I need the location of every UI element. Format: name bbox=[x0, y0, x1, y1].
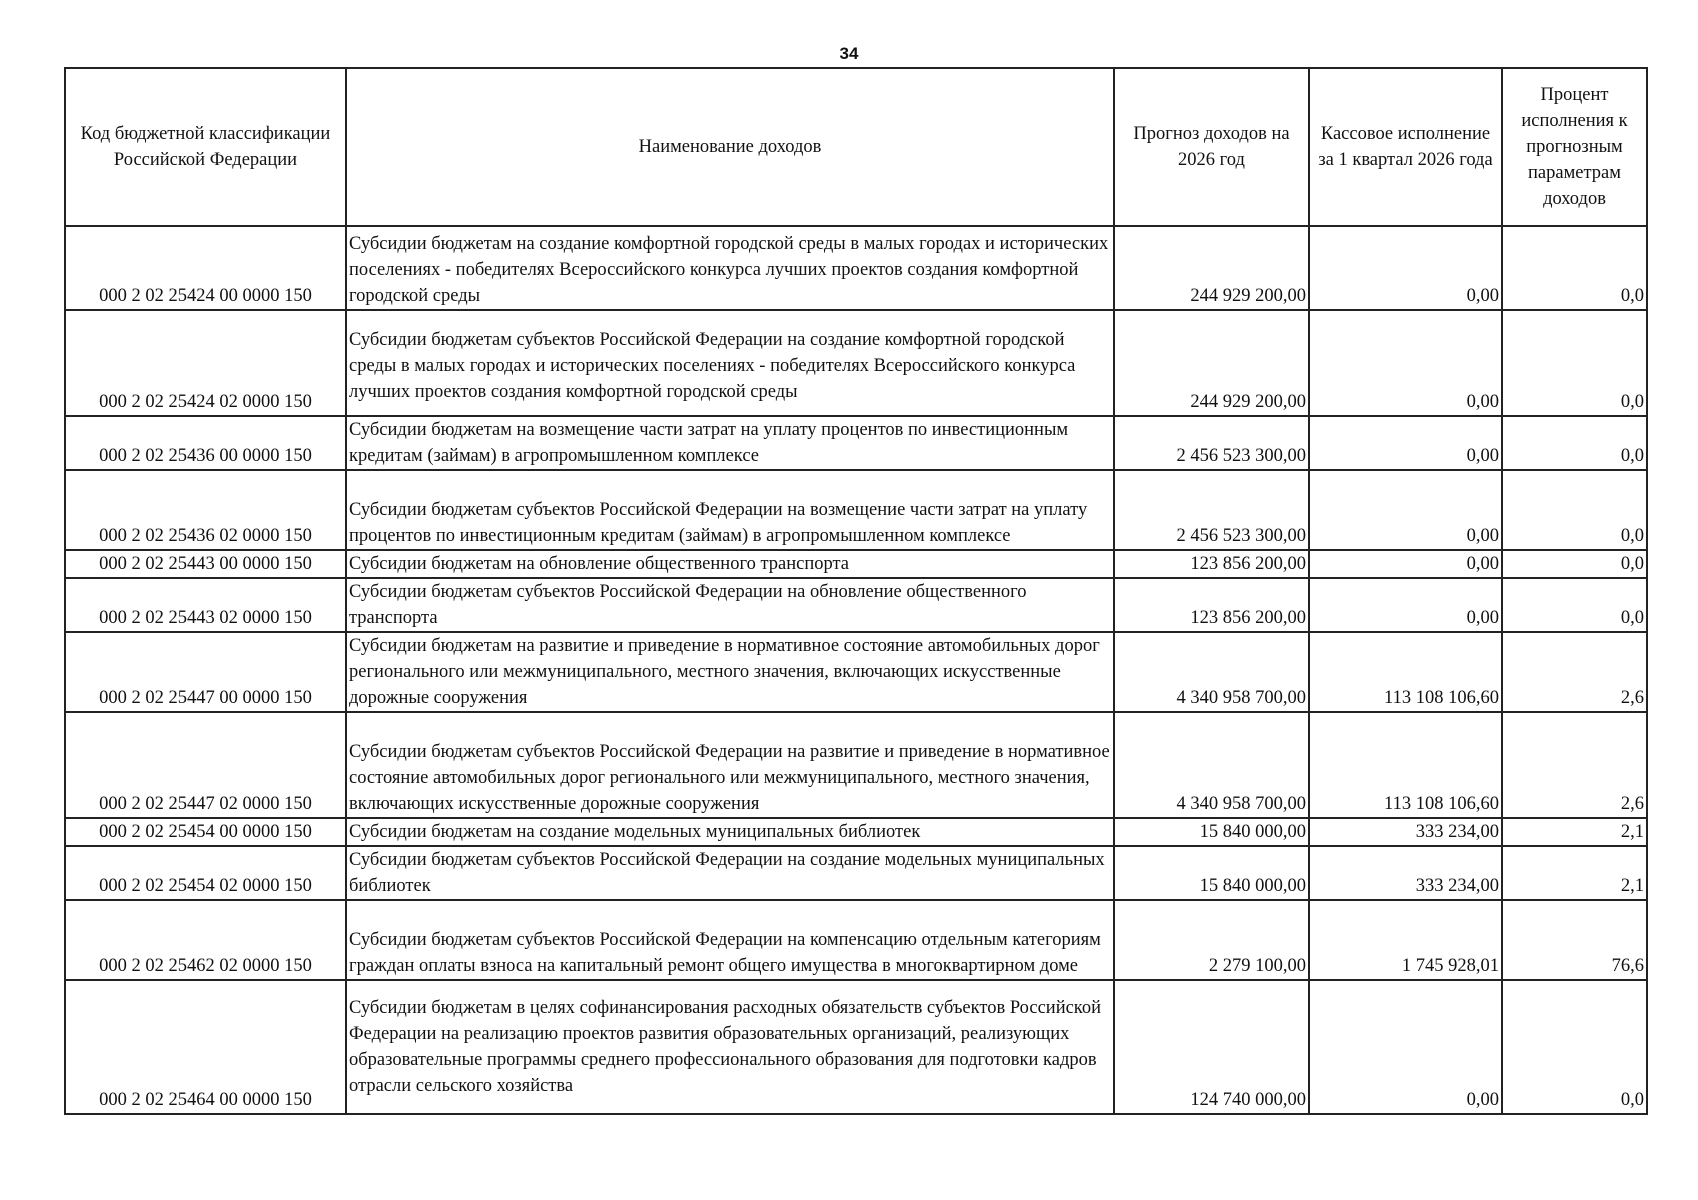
row-percent: 0,0 bbox=[1502, 226, 1647, 310]
row-name: Субсидии бюджетам в целях софинансирования расходных обязательств субъектов Российской Федерации на реализацию проектов развития образовательных организаций, реализующих образовательные программы среднего профессионального образования для подготовки кадров отрасли сельского хозяйства bbox=[346, 980, 1114, 1114]
row-fact: 1 745 928,01 bbox=[1309, 900, 1502, 980]
row-name: Субсидии бюджетам на обновление общественного транспорта bbox=[346, 550, 1114, 578]
row-plan: 2 456 523 300,00 bbox=[1114, 416, 1309, 470]
header-percent: Процент исполнения к прогнозным параметрам доходов bbox=[1502, 68, 1647, 226]
header-fact: Кассовое исполнение за 1 квартал 2026 года bbox=[1309, 68, 1502, 226]
row-fact: 0,00 bbox=[1309, 550, 1502, 578]
row-fact: 333 234,00 bbox=[1309, 818, 1502, 846]
row-percent: 0,0 bbox=[1502, 310, 1647, 416]
row-percent: 0,0 bbox=[1502, 980, 1647, 1114]
row-code: 000 2 02 25447 02 0000 150 bbox=[65, 712, 346, 818]
row-plan: 244 929 200,00 bbox=[1114, 310, 1309, 416]
header-code: Код бюджетной классификации Российской Федерации bbox=[65, 68, 346, 226]
row-fact: 0,00 bbox=[1309, 416, 1502, 470]
row-plan: 4 340 958 700,00 bbox=[1114, 712, 1309, 818]
row-name: Субсидии бюджетам субъектов Российской Федерации на развитие и приведение в нормативное состояние автомобильных дорог регионального или межмуниципального, местного значения, включающих искусственные дорожные сооружения bbox=[346, 712, 1114, 818]
table-row bbox=[65, 550, 1647, 578]
row-fact: 0,00 bbox=[1309, 980, 1502, 1114]
row-fact: 113 108 106,60 bbox=[1309, 712, 1502, 818]
row-percent: 76,6 bbox=[1502, 900, 1647, 980]
row-code: 000 2 02 25443 02 0000 150 bbox=[65, 578, 346, 632]
table-row bbox=[65, 310, 1647, 416]
table-row bbox=[65, 226, 1647, 310]
row-percent: 0,0 bbox=[1502, 416, 1647, 470]
row-name: Субсидии бюджетам субъектов Российской Федерации на компенсацию отдельным категориям граждан оплаты взноса на капитальный ремонт общего имущества в многоквартирном доме bbox=[346, 900, 1114, 980]
header-name: Наименование доходов bbox=[346, 68, 1114, 226]
row-plan: 123 856 200,00 bbox=[1114, 578, 1309, 632]
row-name: Субсидии бюджетам субъектов Российской Федерации на обновление общественного транспорта bbox=[346, 578, 1114, 632]
row-name: Субсидии бюджетам на создание модельных муниципальных библиотек bbox=[346, 818, 1114, 846]
table-row bbox=[65, 470, 1647, 550]
budget-income-table bbox=[64, 67, 1648, 1115]
page-number: 34 bbox=[839, 44, 859, 63]
row-fact: 113 108 106,60 bbox=[1309, 632, 1502, 712]
row-fact: 0,00 bbox=[1309, 470, 1502, 550]
table-row bbox=[65, 712, 1647, 818]
row-fact: 0,00 bbox=[1309, 310, 1502, 416]
row-name: Субсидии бюджетам на возмещение части затрат на уплату процентов по инвестиционным кредитам (займам) в агропромышленном комплексе bbox=[346, 416, 1114, 470]
row-code: 000 2 02 25424 02 0000 150 bbox=[65, 310, 346, 416]
table-row bbox=[65, 900, 1647, 980]
row-fact: 333 234,00 bbox=[1309, 846, 1502, 900]
table-row bbox=[65, 632, 1647, 712]
row-fact: 0,00 bbox=[1309, 226, 1502, 310]
row-percent: 0,0 bbox=[1502, 550, 1647, 578]
row-code: 000 2 02 25462 02 0000 150 bbox=[65, 900, 346, 980]
row-percent: 0,0 bbox=[1502, 470, 1647, 550]
row-plan: 15 840 000,00 bbox=[1114, 818, 1309, 846]
row-code: 000 2 02 25436 00 0000 150 bbox=[65, 416, 346, 470]
row-name: Субсидии бюджетам на создание комфортной городской среды в малых городах и исторических поселениях - победителях Всероссийского конкурса лучших проектов создания комфортной городской среды bbox=[346, 226, 1114, 310]
row-plan: 2 279 100,00 bbox=[1114, 900, 1309, 980]
row-name: Субсидии бюджетам субъектов Российской Федерации на создание комфортной городской среды в малых городах и исторических поселениях - победителях Всероссийского конкурса лучших проектов создания комфортной городской среды bbox=[346, 310, 1114, 416]
row-percent: 2,6 bbox=[1502, 632, 1647, 712]
row-plan: 2 456 523 300,00 bbox=[1114, 470, 1309, 550]
row-code: 000 2 02 25443 00 0000 150 bbox=[65, 550, 346, 578]
row-name: Субсидии бюджетам субъектов Российской Федерации на создание модельных муниципальных библиотек bbox=[346, 846, 1114, 900]
row-percent: 0,0 bbox=[1502, 578, 1647, 632]
row-code: 000 2 02 25464 00 0000 150 bbox=[65, 980, 346, 1114]
table-row bbox=[65, 818, 1647, 846]
row-name: Субсидии бюджетам субъектов Российской Федерации на возмещение части затрат на уплату процентов по инвестиционным кредитам (займам) в агропромышленном комплексе bbox=[346, 470, 1114, 550]
table-row bbox=[65, 980, 1647, 1114]
table-header-row bbox=[65, 68, 1647, 226]
row-percent: 2,1 bbox=[1502, 818, 1647, 846]
row-percent: 2,6 bbox=[1502, 712, 1647, 818]
row-fact: 0,00 bbox=[1309, 578, 1502, 632]
row-code: 000 2 02 25424 00 0000 150 bbox=[65, 226, 346, 310]
table-row bbox=[65, 416, 1647, 470]
row-code: 000 2 02 25454 00 0000 150 bbox=[65, 818, 346, 846]
row-code: 000 2 02 25447 00 0000 150 bbox=[65, 632, 346, 712]
table-row bbox=[65, 846, 1647, 900]
row-plan: 244 929 200,00 bbox=[1114, 226, 1309, 310]
row-name: Субсидии бюджетам на развитие и приведение в нормативное состояние автомобильных дорог регионального или межмуниципального, местного значения, включающих искусственные дорожные сооружения bbox=[346, 632, 1114, 712]
row-plan: 4 340 958 700,00 bbox=[1114, 632, 1309, 712]
row-plan: 15 840 000,00 bbox=[1114, 846, 1309, 900]
header-plan: Прогноз доходов на 2026 год bbox=[1114, 68, 1309, 226]
row-code: 000 2 02 25454 02 0000 150 bbox=[65, 846, 346, 900]
row-percent: 2,1 bbox=[1502, 846, 1647, 900]
row-plan: 124 740 000,00 bbox=[1114, 980, 1309, 1114]
table-row bbox=[65, 578, 1647, 632]
row-code: 000 2 02 25436 02 0000 150 bbox=[65, 470, 346, 550]
row-plan: 123 856 200,00 bbox=[1114, 550, 1309, 578]
